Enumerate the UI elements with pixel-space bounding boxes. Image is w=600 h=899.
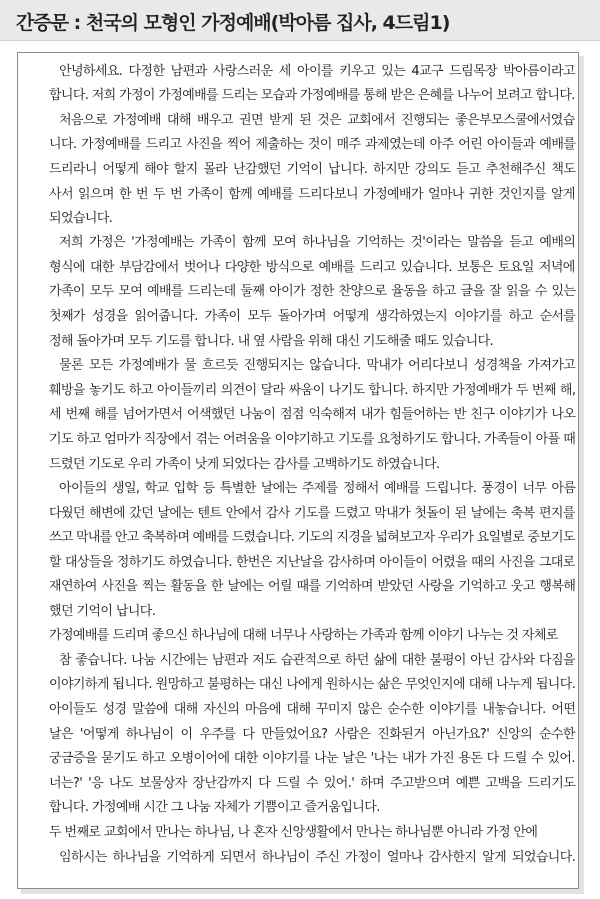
article-line: 기도 하고 엄마가 직장에서 겪는 어려움을 이야기하고 기도를 요청하기도 합니다. 가족들이 아플 때: [49, 432, 576, 447]
article-line: 아이들도 성경 말씀에 대해 자신의 마음에 대해 꾸미지 않은 순수한 이야기를 내놓습니다. 어떤: [49, 702, 576, 717]
article-line: 형식에 대한 부담감에서 벗어나 다양한 방식으로 예배를 드리고 있습니다. 보통은 토요일 저녁에: [49, 260, 575, 275]
article-line: 할 대상들을 정하기도 하였습니다. 한번은 지난날을 감사하며 아이들이 어렸을 때의 사진을 그대로: [49, 555, 575, 570]
article-line: 가족이 모두 모여 예배를 드리는데 둘째 아이가 정한 찬양으로 율동을 하고 글을 잘 읽을 수 있는: [49, 284, 576, 299]
article-line: 임하시는 하나님을 기억하게 되면서 하나님이 주신 가정이 얼마나 감사한지 알게 되었습니다.: [59, 850, 576, 865]
header-bar: [0, 0, 600, 41]
article-line: 물론 모든 가정예배가 물 흐르듯 진행되지는 않습니다. 막내가 어리다보니 성경책을 가져가고: [59, 358, 576, 373]
article-line: 드리라니 어떻게 해야 할지 몰라 난감했던 기억이 납니다. 하지만 강의도 듣고 추천해주신 책도: [49, 162, 576, 177]
article-line: 이야기하게 됩니다. 원망하고 불평하는 대신 나에게 원하시는 삶은 무엇인지에 대해 나누게 됩니다.: [49, 677, 576, 692]
article-line: 정해 돌아가며 모두 기도를 합니다. 내 옆 사람을 위해 대신 기도해줄 때도 있습니다.: [49, 334, 494, 349]
article-line: 합니다. 저희 가정이 가정예배를 드리는 모습과 가정예배를 통해 받은 은혜를 나누어 보려고 합니다.: [49, 88, 575, 103]
article-line: 재연하여 사진을 찍는 활동을 한 날에는 어릴 때를 기억하며 받았던 사랑을 기억하고 웃고 행복해: [49, 579, 576, 594]
article-frame: [17, 52, 579, 889]
article-line: 드렸던 기도로 우리 가족이 낫게 되었다는 감사를 고백하기도 하였습니다.: [49, 457, 440, 472]
article-line: 날은 '어떻게 하나님이 이 우주를 다 만들었어요? 사람은 진화된거 아닌가요?' 신앙의 순수한: [49, 727, 575, 742]
article-line: 가정예배를 드리며 좋으신 하나님에 대해 너무나 사랑하는 가족과 함께 이야기 나누는 것 자체로: [49, 628, 558, 643]
article-line: 참 좋습니다. 나눔 시간에는 남편과 저도 습관적으로 하던 삶에 대한 불평이 아닌 감사와 다짐을: [59, 653, 575, 668]
article-line: 너는?' '응 나도 보물상자 장난감까지 다 드릴 수 있어.' 하며 주고받으며 예쁜 고백을 드리기도: [49, 776, 576, 791]
page-title: 간증문 : 천국의 모형인 가정예배(박아름 집사, 4드림1): [16, 12, 450, 34]
article-line: 다웠던 해변에 갔던 날에는 텐트 안에서 감사 기도를 드렸고 막내가 첫돌이 된 날에는 축복 편지를: [49, 506, 575, 521]
article-line: 첫째가 성경을 읽어줍니다. 가족이 모두 돌아가며 어떻게 생각하였는지 이야기를 하고 순서를: [49, 309, 576, 324]
article-line: 저희 가정은 '가정예배는 가족이 함께 모여 하나님을 기억하는 것'이라는 말씀을 듣고 예배의: [59, 235, 576, 250]
article-line: 했던 기억이 납니다.: [49, 604, 156, 619]
article-line: 사서 읽으며 한 번 두 번 가족이 함께 예배를 드리다보니 가정예배가 얼마나 귀한 것인지를 알게: [49, 187, 575, 202]
article-line: 궁금증을 묻기도 하고 오병이어에 대한 이야기를 나눈 날은 '나는 내가 가진 용돈 다 드릴 수 있어.: [49, 751, 575, 766]
article-line: 두 번째로 교회에서 만나는 하나님, 나 혼자 신앙생활에서 만나는 하나님뿐 아니라 가정 안에: [49, 825, 538, 840]
article-line: 처음으로 가정예배 대해 배우고 권면 받게 된 것은 교회에서 진행되는 좋은부모스쿨에서였습: [59, 113, 575, 128]
article-line: 세 번째 해를 넘어가면서 어색했던 나눔이 점점 익숙해져 내가 힘들어하는 반 친구 이야기가 나오: [49, 407, 576, 422]
article-line: 훼방을 놓기도 하고 아이들끼리 의견이 달라 싸움이 나기도 합니다. 하지만 가정예배가 두 번째 해,: [49, 383, 576, 398]
article-line: 안녕하세요. 다정한 남편과 사랑스러운 세 아이를 키우고 있는 4교구 드림목장 박아름이라고: [59, 64, 575, 79]
article-line: 쓰고 막내를 안고 축복하며 예배를 드렸습니다. 기도의 지경을 넓혀보고자 우리가 요일별로 중보기도: [49, 530, 575, 545]
article-line: 합니다. 가정예배 시간 그 나눔 자체가 기쁨이고 즐거움입니다.: [49, 800, 380, 815]
article-line: 아이들의 생일, 학교 입학 등 특별한 날에는 주제를 정해서 예배를 드립니다. 풍경이 너무 아름: [59, 481, 576, 496]
article-line: 니다. 가정예배를 드리고 사진을 찍어 제출하는 것이 매주 과제였는데 아주 어린 아이들과 예배를: [49, 137, 576, 152]
article-line: 되었습니다.: [49, 211, 113, 226]
